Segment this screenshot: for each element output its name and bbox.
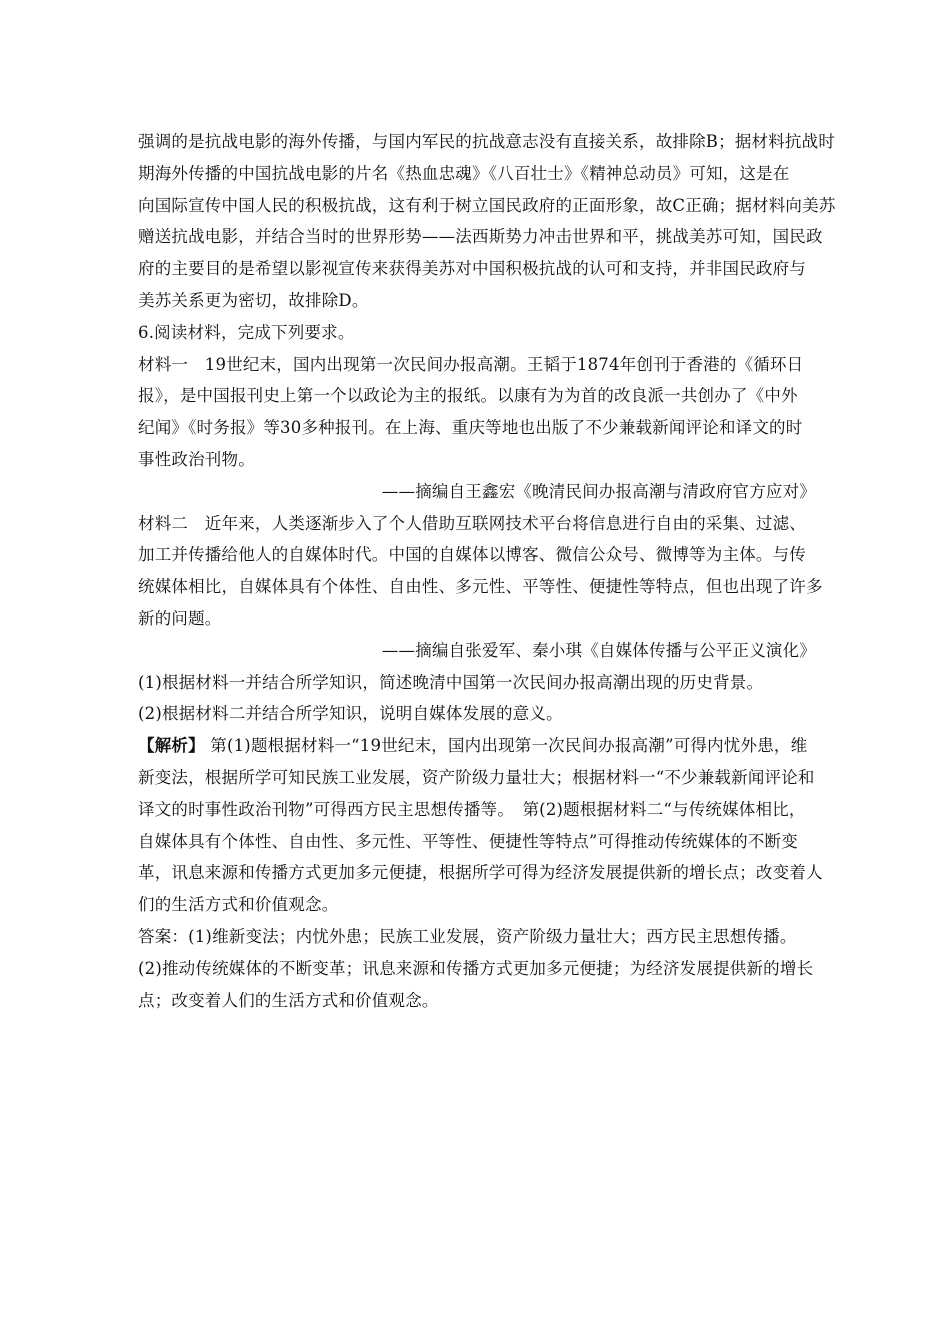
document-page xyxy=(138,126,836,1016)
material-one xyxy=(138,349,816,508)
text-line: 材料一 19世纪末，国内出现第一次民间办报高潮。王韬于1874年创刊于香港的《循环日 xyxy=(138,354,804,374)
material-two xyxy=(138,508,823,667)
analysis-section xyxy=(138,730,823,921)
sub-questions xyxy=(138,667,816,731)
text-line: 自媒体具有个体性、自由性、多元性、平等性、便捷性等特点”可得推动传统媒体的不断变 xyxy=(138,831,798,851)
sub-question: (1)根据材料一并结合所学知识，简述晚清中国第一次民间办报高潮出现的历史背景。 xyxy=(138,672,764,692)
text-line: 纪闻》《时务报》等30多种报刊。在上海、重庆等地也出版了不少兼载新闻评论和译文的时 xyxy=(138,418,803,438)
text-line: 新变法，根据所学可知民族工业发展，资产阶级力量壮大；根据材料一“不少兼载新闻评论和 xyxy=(138,767,815,787)
text-line: 赠送抗战电影，并结合当时的世界形势——法西斯势力冲击世界和平，挑战美苏可知，国民政 xyxy=(138,227,823,247)
analysis-first-line xyxy=(138,730,816,762)
text-line: 统媒体相比，自媒体具有个体性、自由性、多元性、平等性、便捷性等特点，但也出现了许多 xyxy=(138,577,823,597)
text-line: 们的生活方式和价值观念。 xyxy=(138,895,339,915)
text-line: 材料二 近年来，人类逐渐步入了个人借助互联网技术平台将信息进行自由的采集、过滤、 xyxy=(138,513,806,533)
answer-line: 答案：(1)维新变法；内忧外患；民族工业发展，资产阶级力量壮大；西方民主思想传播。 xyxy=(138,926,797,946)
previous-analysis xyxy=(138,126,836,317)
answer-section xyxy=(138,921,816,1016)
text-line: 向国际宣传中国人民的积极抗战，这有利于树立国民政府的正面形象，故C正确；据材料向美苏 xyxy=(138,195,836,215)
text-line: 美苏关系更为密切，故排除D。 xyxy=(138,290,369,310)
text-line: 革，讯息来源和传播方式更加多元便捷，根据所学可得为经济发展提供新的增长点；改变着人 xyxy=(138,863,823,883)
sub-question: (2)根据材料二并结合所学知识，说明自媒体发展的意义。 xyxy=(138,704,563,724)
material-source: ——摘编自王鑫宏《晚清民间办报高潮与清政府官方应对》 xyxy=(381,481,816,501)
text-line: 期海外传播的中国抗战电影的片名《热血忠魂》《八百壮士》《精神总动员》可知，这是在 xyxy=(138,163,790,183)
text-line: 府的主要目的是希望以影视宣传来获得美苏对中国积极抗战的认可和支持，并非国民政府与 xyxy=(138,259,806,279)
text-line: 点；改变着人们的生活方式和价值观念。 xyxy=(138,990,439,1010)
material-source: ——摘编自张爱军、秦小琪《自媒体传播与公平正义演化》 xyxy=(381,640,816,660)
text-line: 译文的时事性政治刊物”可得西方民主思想传播等。 第(2)题根据材料二“与传统媒体相比， xyxy=(138,799,806,819)
text-line: 强调的是抗战电影的海外传播，与国内军民的抗战意志没有直接关系，故排除B；据材料抗战时 xyxy=(138,132,836,151)
text-line: 报》，是中国报刊史上第一个以政论为主的报纸。以康有为为首的改良派一共创办了《中外 xyxy=(138,386,798,406)
text-line: 事性政治刊物。 xyxy=(138,449,255,469)
text-line: 新的问题。 xyxy=(138,608,222,628)
text-line: (2)推动传统媒体的不断变革；讯息来源和传播方式更加多元便捷；为经济发展提供新的增长 xyxy=(138,958,814,978)
analysis-label: 【解析】 xyxy=(138,736,205,756)
text-line: 加工并传播给他人的自媒体时代。中国的自媒体以博客、微信公众号、微博等为主体。与传 xyxy=(138,545,806,565)
question-title: 6.阅读材料，完成下列要求。 xyxy=(138,322,355,342)
analysis-text: 第(1)题根据材料一“19世纪末，国内出现第一次民间办报高潮”可得内忧外患，维 xyxy=(210,736,808,756)
